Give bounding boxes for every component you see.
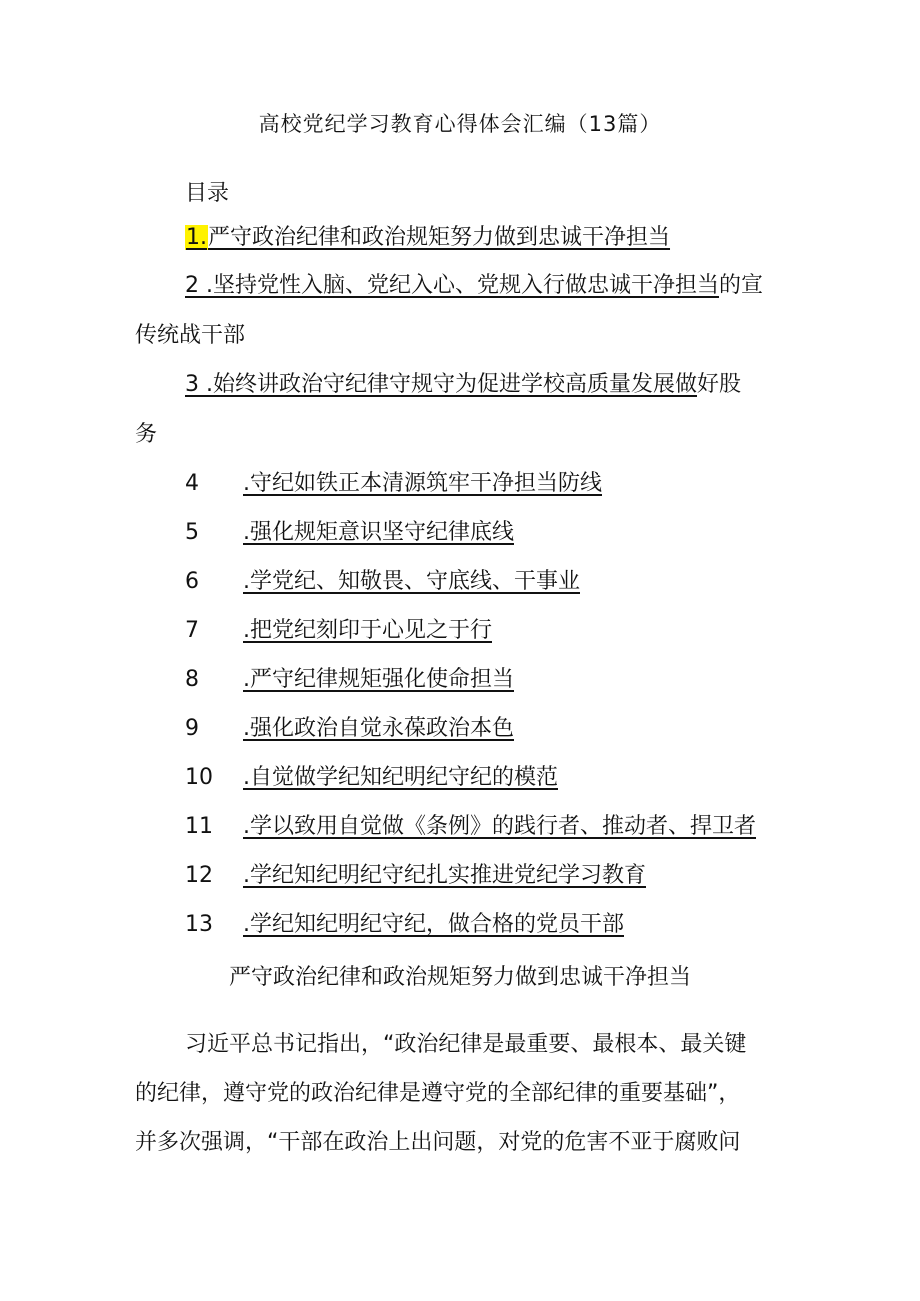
toc-text: .强化政治自觉永葆政治本色: [243, 716, 514, 741]
toc-text: .坚持党性入脑、党纪入心、党规入行做忠诚干净担当: [206, 273, 719, 298]
toc-text: .把党纪刻印于心见之于行: [243, 618, 492, 643]
toc-link[interactable]: [185, 667, 514, 692]
toc-text: .学纪知纪明纪守纪扎实推进党纪学习教育: [243, 863, 646, 888]
toc-link[interactable]: [185, 471, 602, 496]
toc-number: 1.: [186, 225, 207, 250]
toc-item-2[interactable]: [185, 271, 763, 301]
body-paragraph-line: 的纪律，遵守党的政治纪律是遵守党的全部纪律的重要基础”，: [135, 1081, 741, 1106]
toc-item-11[interactable]: [185, 812, 756, 842]
toc-text: .学党纪、知敬畏、守底线、干事业: [243, 569, 580, 594]
toc-number: 11: [185, 814, 213, 839]
body-paragraph-line: 并多次强调，“干部在政治上出问题，对党的危害不亚于腐败问: [135, 1130, 741, 1155]
toc-link[interactable]: [185, 225, 670, 250]
toc-number: 9: [185, 716, 199, 741]
toc-link[interactable]: [185, 520, 514, 545]
toc-number: 10: [185, 765, 213, 790]
toc-number: 3: [185, 372, 199, 397]
toc-text: .学纪知纪明纪守纪，做合格的党员干部: [243, 912, 624, 937]
toc-item-2-continuation: 传统战干部: [135, 323, 246, 348]
toc-text: .严守纪律规矩强化使命担当: [243, 667, 514, 692]
toc-item-4[interactable]: [185, 469, 602, 499]
toc-text-tail: 的宣: [719, 273, 764, 298]
toc-link[interactable]: [185, 912, 624, 937]
body-paragraph-line: 习近平总书记指出，“政治纪律是最重要、最根本、最关键: [185, 1032, 747, 1057]
toc-item-6[interactable]: [185, 567, 580, 597]
toc-number: 8: [185, 667, 199, 692]
toc-item-9[interactable]: [185, 714, 514, 744]
toc-text: .守纪如铁正本清源筑牢干净担当防线: [243, 471, 602, 496]
toc-number: 7: [185, 618, 199, 643]
toc-item-8[interactable]: [185, 665, 514, 695]
toc-link[interactable]: [185, 372, 697, 397]
toc-item-12[interactable]: [185, 861, 646, 891]
toc-number: 4: [185, 471, 199, 496]
toc-item-5[interactable]: [185, 518, 514, 548]
section-title: 严守政治纪律和政治规矩努力做到忠诚干净担当: [228, 965, 691, 990]
toc-link[interactable]: [185, 814, 756, 839]
toc-number: 5: [185, 520, 199, 545]
toc-item-13[interactable]: [185, 910, 624, 940]
toc-text: .强化规矩意识坚守纪律底线: [243, 520, 514, 545]
toc-item-3-continuation: 务: [135, 422, 158, 447]
toc-text: .自觉做学纪知纪明纪守纪的模范: [243, 765, 558, 790]
toc-heading: 目录: [185, 181, 230, 206]
toc-number: 13: [185, 912, 213, 937]
toc-link[interactable]: [185, 863, 646, 888]
toc-item-10[interactable]: [185, 763, 558, 793]
toc-link[interactable]: [185, 273, 719, 298]
page-title: 高校党纪学习教育心得体会汇编（13篇）: [258, 112, 662, 136]
toc-number: 2: [185, 273, 199, 298]
toc-text-tail: 好股: [697, 372, 742, 397]
toc-number: 6: [185, 569, 199, 594]
toc-text: .始终讲政治守纪律守规守为促进学校高质量发展做: [206, 372, 697, 397]
toc-item-1[interactable]: [185, 223, 670, 253]
toc-text: 严守政治纪律和政治规矩努力做到忠诚干净担当: [208, 225, 671, 250]
toc-link[interactable]: [185, 569, 580, 594]
toc-text: .学以致用自觉做《条例》的践行者、推动者、捍卫者: [243, 814, 756, 839]
toc-number: 12: [185, 863, 213, 888]
toc-link[interactable]: [185, 618, 492, 643]
toc-item-7[interactable]: [185, 616, 492, 646]
toc-item-3[interactable]: [185, 370, 741, 400]
toc-link[interactable]: [185, 716, 514, 741]
toc-link[interactable]: [185, 765, 558, 790]
